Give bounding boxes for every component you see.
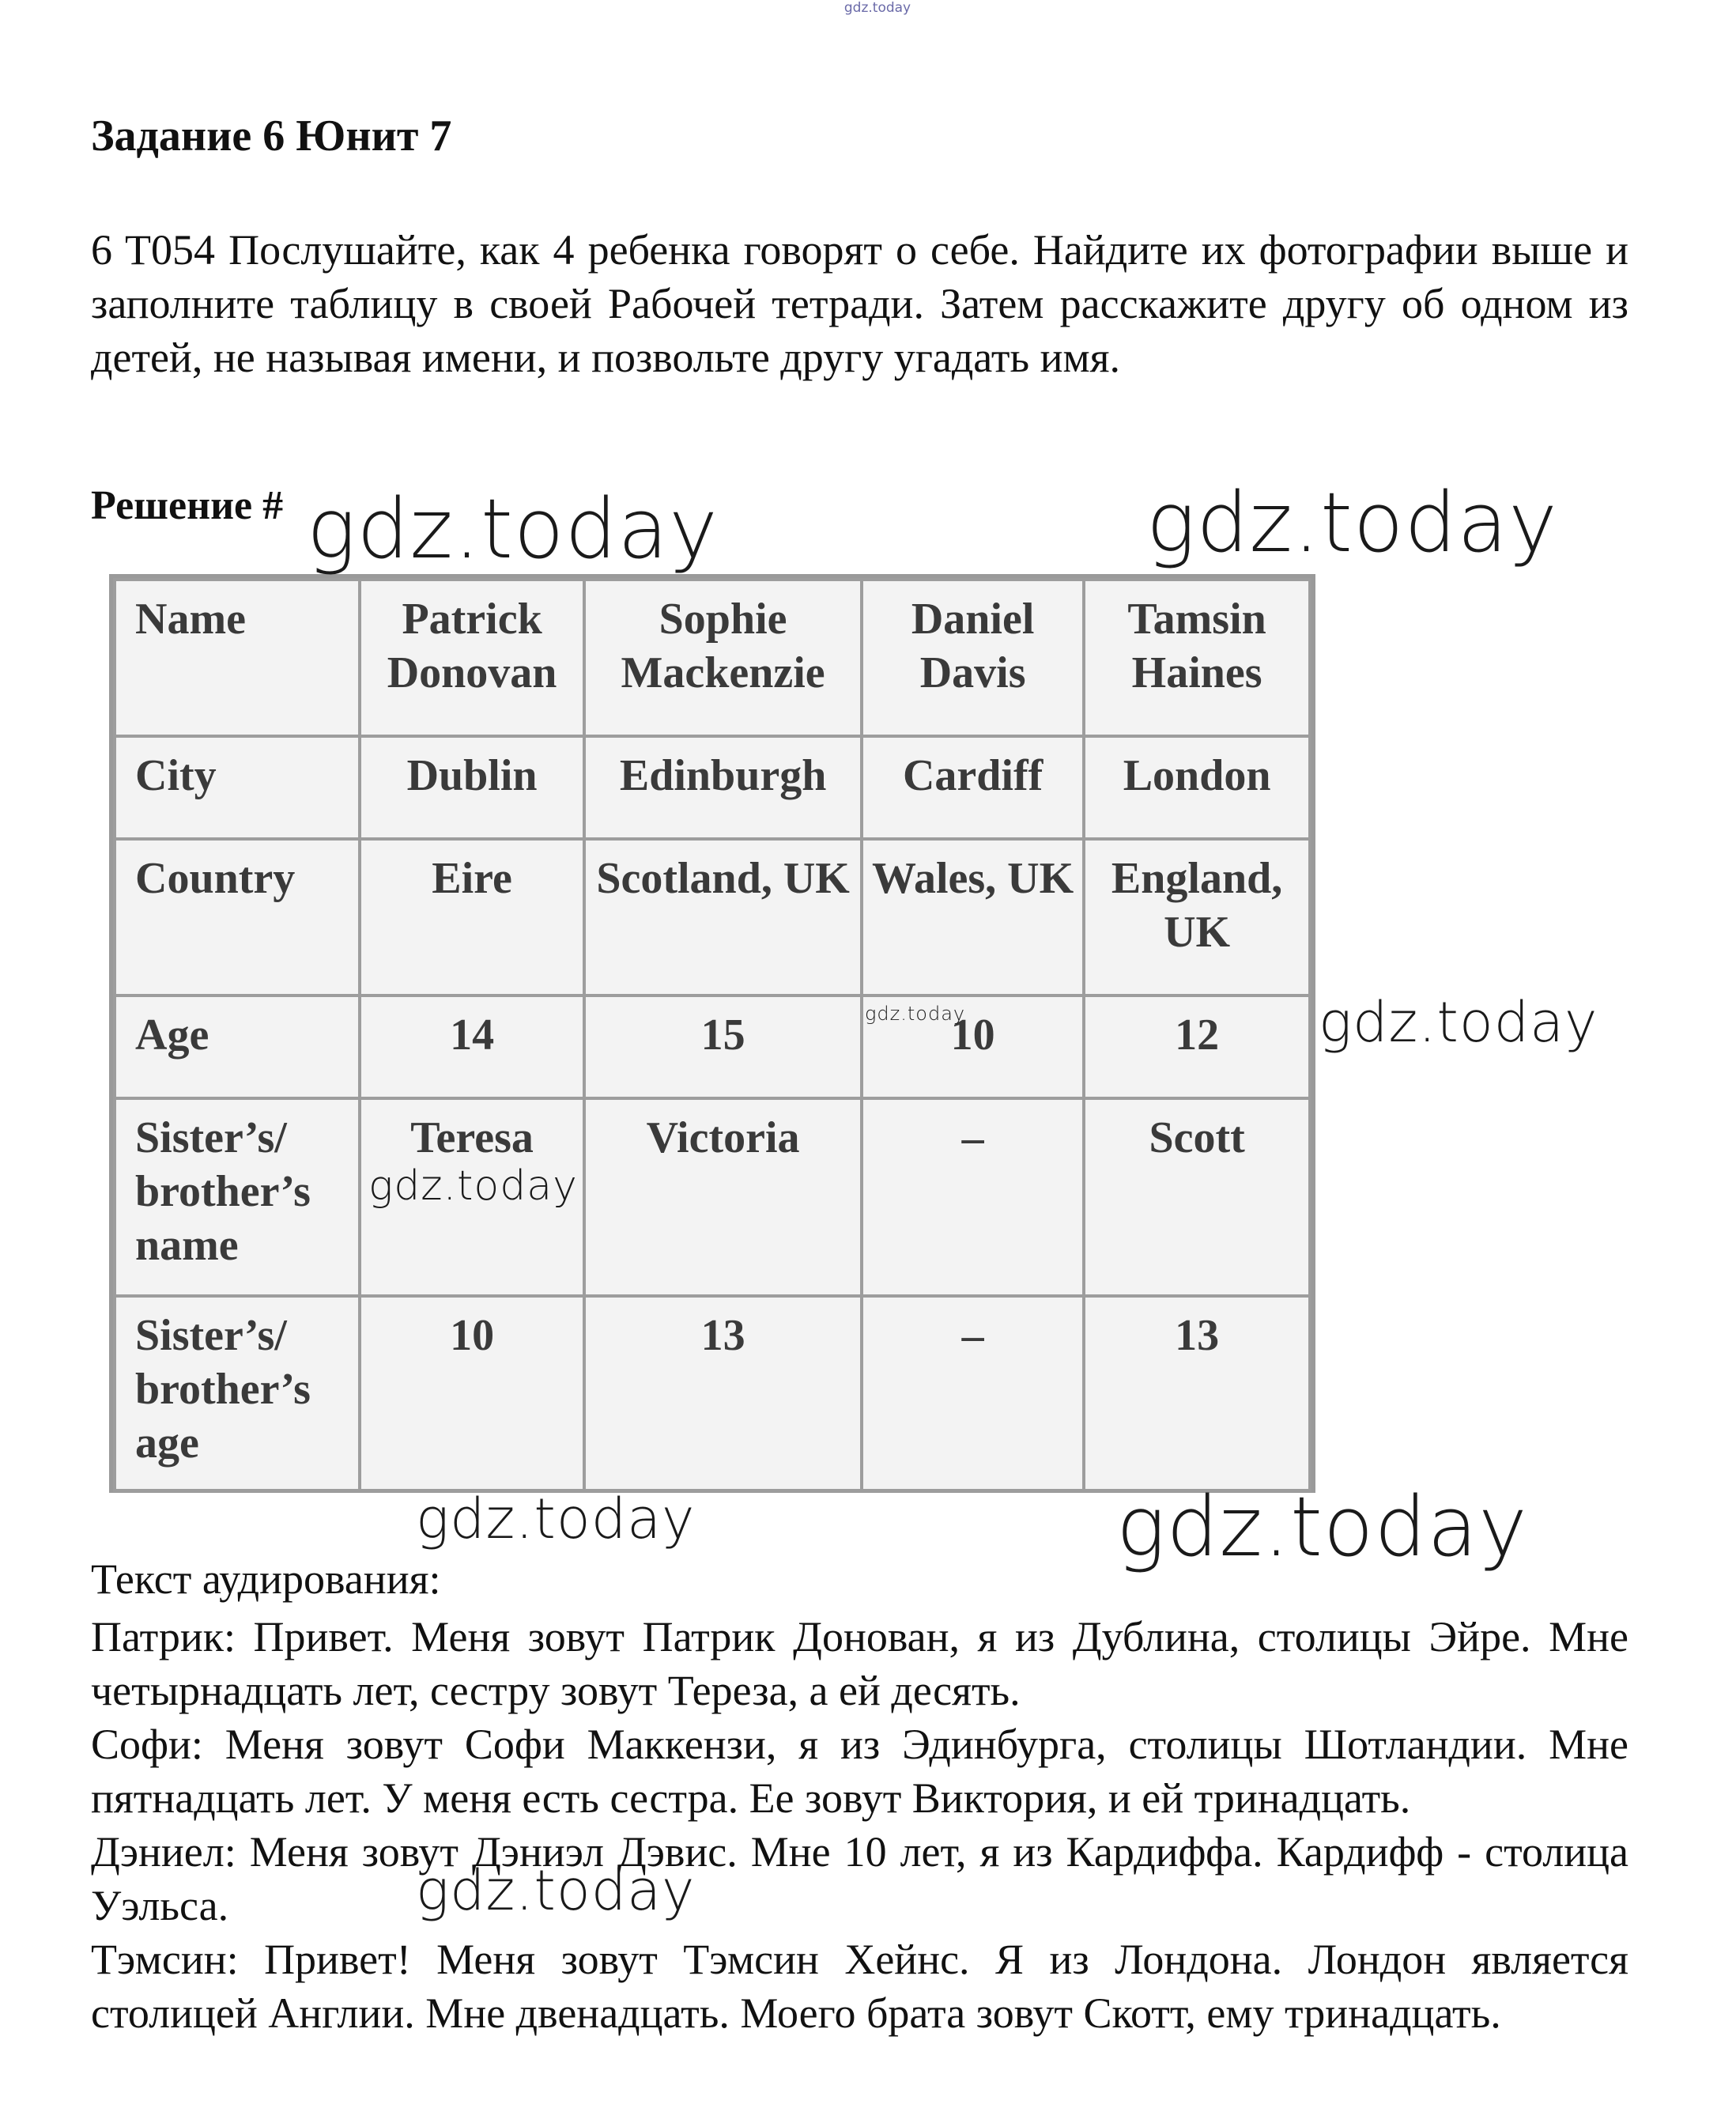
- table-row-name: [115, 580, 1310, 736]
- cell-age: 12: [1084, 995, 1310, 1098]
- cell-city: Cardiff: [862, 736, 1084, 839]
- transcript: [91, 1610, 1628, 2040]
- cell-name: Patrick Donovan: [360, 580, 584, 736]
- row-header-name: Name: [115, 580, 360, 736]
- cell-name: Tamsin Haines: [1084, 580, 1310, 736]
- answer-table: [113, 578, 1311, 1492]
- cell-country: Wales, UK: [862, 839, 1084, 995]
- row-header-country: Country: [115, 839, 360, 995]
- cell-country: England, UK: [1084, 839, 1310, 995]
- page-title: Задание 6 Юнит 7: [91, 111, 452, 161]
- transcript-label: Текст аудирования:: [91, 1555, 441, 1603]
- cell-name: Sophie Mackenzie: [584, 580, 862, 736]
- watermark-2: gdz.today: [1146, 474, 1558, 571]
- cell-sibling-name: Victoria: [584, 1098, 862, 1296]
- transcript-paragraph: Тэмсин: Привет! Меня зовут Тэмсин Хейнс. Я из Лондона. Лондон является столицей Англии. Мне двенадцать. Моего брата зовут Скотт, ему тринадцать.: [91, 1936, 1628, 2037]
- cell-sibling-age: 13: [584, 1296, 862, 1490]
- cell-name: Daniel Davis: [862, 580, 1084, 736]
- watermark-6: gdz.today: [416, 1487, 696, 1551]
- solution-label: Решение #: [91, 483, 284, 528]
- cell-city: Dublin: [360, 736, 584, 839]
- watermark-4: gdz.today: [865, 1003, 966, 1025]
- table-row-city: [115, 736, 1310, 839]
- watermark-top: gdz.today: [843, 0, 911, 16]
- watermark-1: gdz.today: [307, 481, 719, 577]
- table-row-sibling-age: [115, 1296, 1310, 1490]
- row-header-sibling-age: Sister’s/ brother’s age: [115, 1296, 360, 1490]
- cell-city: London: [1084, 736, 1310, 839]
- watermark-8: gdz.today: [416, 1858, 696, 1923]
- watermark-7: gdz.today: [1116, 1479, 1528, 1575]
- answer-table-image: [109, 574, 1315, 1493]
- cell-sibling-age: 10: [360, 1296, 584, 1490]
- cell-sibling-name: Teresa: [360, 1098, 584, 1296]
- row-header-city: City: [115, 736, 360, 839]
- cell-sibling-name: –: [862, 1098, 1084, 1296]
- transcript-paragraph: Дэниел: Меня зовут Дэниэл Дэвис. Мне 10 лет, я из Кардиффа. Кардифф - столица Уэльса.: [91, 1828, 1628, 1929]
- table-row-age: [115, 995, 1310, 1098]
- transcript-paragraph: Софи: Меня зовут Софи Маккензи, я из Эдинбурга, столицы Шотландии. Мне пятнадцать лет. У меня есть сестра. Ее зовут Виктория, и ей тринадцать.: [91, 1721, 1628, 1822]
- cell-sibling-age: –: [862, 1296, 1084, 1490]
- table-row-country: [115, 839, 1310, 995]
- watermark-3: gdz.today: [1319, 990, 1598, 1055]
- cell-sibling-age: 13: [1084, 1296, 1310, 1490]
- watermark-5: gdz.today: [368, 1162, 578, 1210]
- cell-age: 15: [584, 995, 862, 1098]
- row-header-age: Age: [115, 995, 360, 1098]
- cell-country: Eire: [360, 839, 584, 995]
- cell-sibling-name: Scott: [1084, 1098, 1310, 1296]
- cell-city: Edinburgh: [584, 736, 862, 839]
- cell-age: 14: [360, 995, 584, 1098]
- cell-age: 10: [862, 995, 1084, 1098]
- table-row-sibling-name: [115, 1098, 1310, 1296]
- row-header-sibling-name: Sister’s/ brother’s name: [115, 1098, 360, 1296]
- task-text: 6 T054 Послушайте, как 4 ребенка говорят о себе. Найдите их фотографии выше и заполните таблицу в своей Рабочей тетради. Затем расскажите другу об одном из детей, не называя имени, и позвольте другу угадать имя.: [91, 226, 1628, 381]
- transcript-paragraph: Патрик: Привет. Меня зовут Патрик Донован, я из Дублина, столицы Эйре. Мне четырнадцать лет, сестру зовут Тереза, а ей десять.: [91, 1613, 1628, 1714]
- cell-country: Scotland, UK: [584, 839, 862, 995]
